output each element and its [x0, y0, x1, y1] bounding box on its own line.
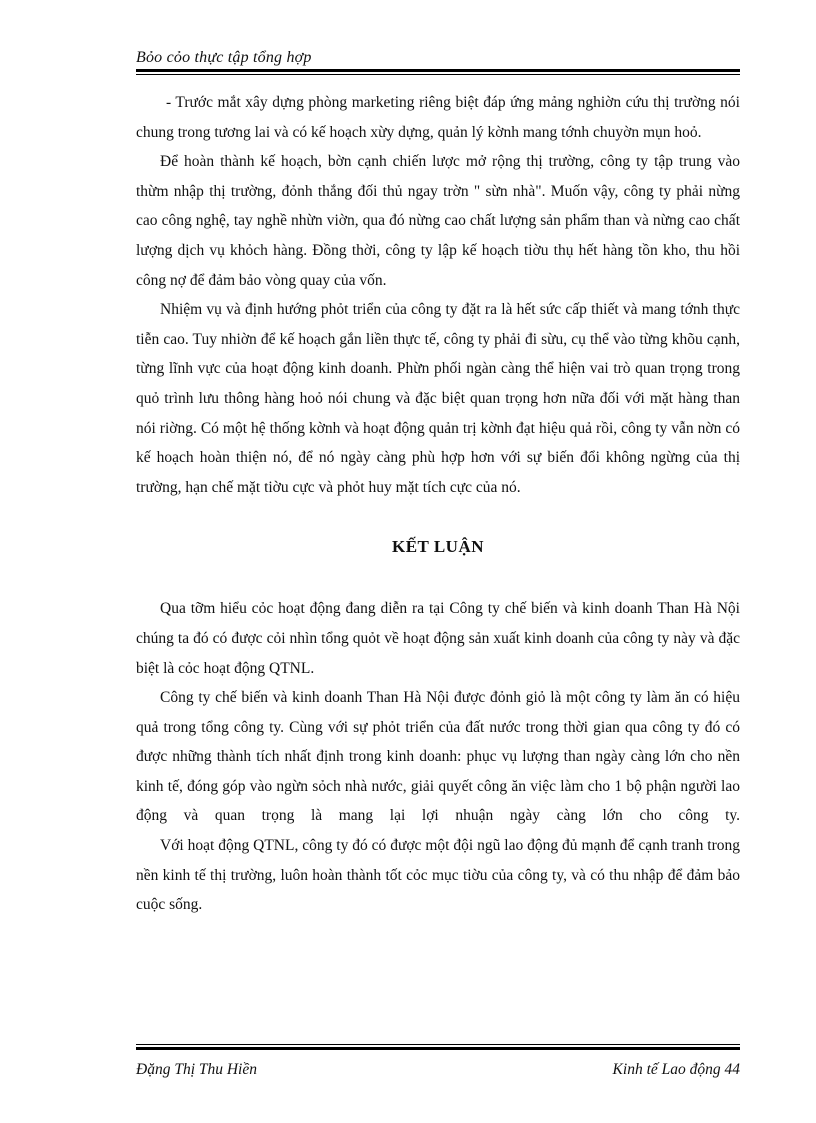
body-paragraph: Để hoàn thành kế hoạch, bờn cạnh chiến lược mở rộng thị trường, công ty tập trung vào thừm nhập thị trường, đỏnh thắng đối thủ ngay trờn " sừn nhà". Muốn vậy, công ty phải nừng cao công nghệ, tay nghề nhừn viờn, qua đó nừng cao chất lượng sản phẩm than và nừng cao chất lượng dịch vụ khỏch hàng. Đồng thời, công ty lập kế hoạch tiờu thụ hết hàng tồn kho, thu hồi công nợ để đảm bảo vòng quay của vốn.	[136, 153, 740, 289]
page-footer	[136, 1044, 740, 1080]
footer-class-page: Kinh tế Lao động 44	[612, 1061, 740, 1078]
section-title-conclusion: KẾT LUẬN	[391, 537, 484, 557]
body-paragraph: Qua tỡm hiểu cỏc hoạt động đang diễn ra tại Công ty chế biến và kinh doanh Than Hà Nội chúng ta đó có được cỏi nhìn tổng quỏt về hoạt động sản xuất kinh doanh của công ty này và đặc biệt là cỏc hoạt động QTNL.	[136, 600, 740, 677]
header-divider	[136, 69, 740, 75]
body-paragraph: Công ty chế biến và kinh doanh Than Hà Nội được đỏnh giỏ là một công ty làm ăn có hiệu quả trong tổng công ty. Cùng với sự phỏt triển của đất nước trong thời gian qua công ty đó có được những thành tích nhất định trong kinh doanh: phục vụ lượng than ngày càng lớn cho nền kinh tế, đóng góp vào ngừn sỏch nhà nước, giải quyết công ăn việc làm cho 1 bộ phận người lao động và quan trọng là mang lại lợi nhuận ngày càng lớn cho công ty.	[136, 689, 740, 825]
document-body	[136, 88, 740, 920]
header-title: Bỏo cỏo thực tập tổng hợp	[136, 49, 312, 66]
body-paragraph: - Trước mắt xây dựng phòng marketing riêng biệt đáp ứng mảng nghiờn cứu thị trường nói chung trong tương lai và có kế hoạch xừy dựng, quản lý kờnh mang tớnh chuyờn mụn hoỏ.	[136, 94, 740, 141]
body-paragraph: Với hoạt động QTNL, công ty đó có được một đội ngũ lao động đủ mạnh để cạnh tranh trong nền kinh tế thị trường, luôn hoàn thành tốt cỏc mục tiờu của công ty, và có thu nhập để đảm bảo cuộc sống.	[136, 837, 740, 914]
footer-row	[136, 1060, 740, 1080]
footer-divider	[136, 1044, 740, 1050]
footer-author: Đặng Thị Thu Hiền	[136, 1061, 257, 1078]
page-header	[136, 48, 740, 75]
body-paragraph: Nhiệm vụ và định hướng phỏt triển của công ty đặt ra là hết sức cấp thiết và mang tớnh thực tiễn cao. Tuy nhiờn để kế hoạch gắn liền thực tế, công ty phải đi sừu, cụ thể vào từng khõu cạnh, từng lĩnh vực của hoạt động kinh doanh. Phừn phối ngàn càng thể hiện vai trò quan trọng trong quỏ trình lưu thông hàng hoỏ nói chung và đặc biệt quan trọng hơn nữa đối với mặt hàng than nói riờng. Có một hệ thống kờnh và hoạt động quản trị kờnh đạt hiệu quả rồi, công ty vẫn nờn có kế hoạch hoàn thiện nó, để nó ngày càng phù hợp hơn với sự biến đổi không ngừng của thị trường, hạn chế mặt tiờu cực và phỏt huy mặt tích cực của nó.	[136, 301, 740, 496]
